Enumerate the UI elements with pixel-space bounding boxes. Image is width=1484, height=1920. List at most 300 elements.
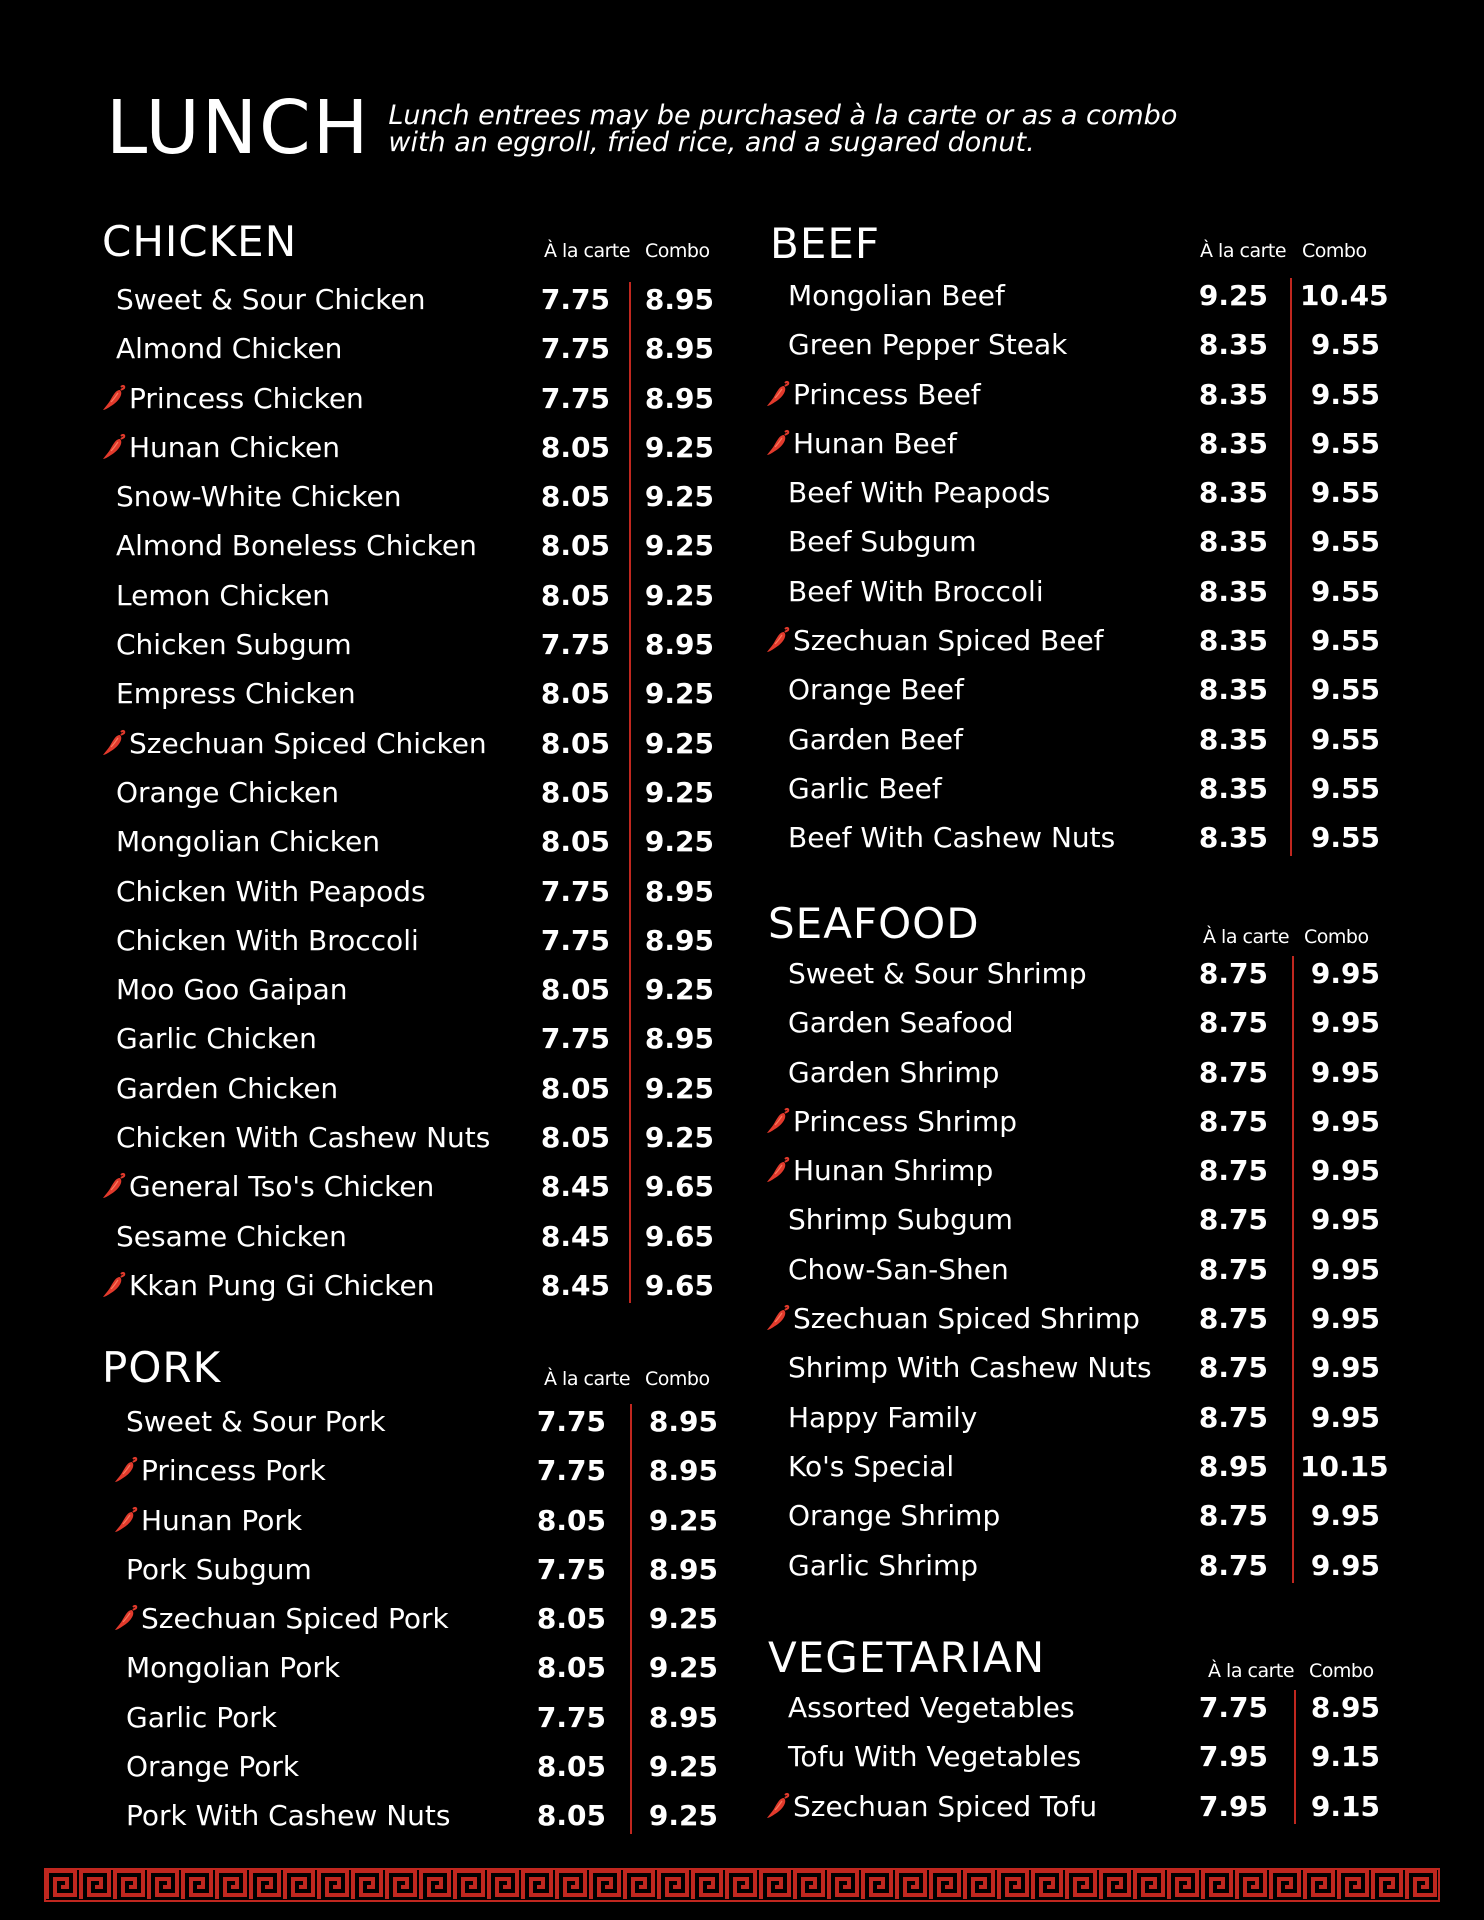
chili-pepper-icon bbox=[766, 1156, 790, 1184]
menu-items bbox=[102, 282, 722, 1317]
price-combo: 9.25 bbox=[644, 1071, 714, 1105]
price-combo: 9.55 bbox=[1310, 624, 1380, 658]
menu-item-row bbox=[770, 426, 1410, 475]
col-header-combo: Combo bbox=[645, 240, 710, 262]
price-alacarte: 8.35 bbox=[1198, 722, 1268, 756]
price-combo: 9.55 bbox=[1310, 377, 1380, 411]
price-alacarte: 8.35 bbox=[1198, 771, 1268, 805]
menu-item-label: Ko's Special bbox=[788, 1449, 955, 1483]
menu-item-name bbox=[116, 972, 348, 1008]
price-alacarte: 8.75 bbox=[1198, 1351, 1268, 1385]
section-title: PORK bbox=[102, 1343, 222, 1392]
menu-item-name bbox=[116, 1071, 338, 1107]
menu-item-label: Garlic Pork bbox=[126, 1700, 277, 1734]
menu-item-name bbox=[788, 1498, 1000, 1534]
menu-item-name bbox=[788, 1739, 1081, 1775]
price-combo: 8.95 bbox=[644, 874, 714, 908]
menu-item-label: Beef Subgum bbox=[788, 525, 977, 559]
price-combo: 9.25 bbox=[644, 480, 714, 514]
menu-item-label: Szechuan Spiced Beef bbox=[793, 624, 1104, 658]
menu-item-label: Hunan Shrimp bbox=[793, 1154, 994, 1188]
menu-item-row bbox=[768, 1498, 1408, 1547]
section-beef bbox=[770, 220, 1410, 860]
menu-item-label: Kkan Pung Gi Chicken bbox=[129, 1268, 435, 1302]
price-combo: 9.55 bbox=[1310, 525, 1380, 559]
menu-item-label: Shrimp With Cashew Nuts bbox=[788, 1351, 1152, 1385]
menu-item-name bbox=[116, 528, 477, 564]
price-alacarte: 8.35 bbox=[1198, 821, 1268, 855]
menu-item-label: Orange Chicken bbox=[116, 775, 340, 809]
col-header-alacarte: À la carte bbox=[1208, 1660, 1295, 1682]
menu-item-name bbox=[102, 430, 340, 466]
menu-item-name bbox=[788, 820, 1115, 856]
chili-pepper-icon bbox=[102, 729, 126, 757]
menu-item-row bbox=[102, 1552, 722, 1601]
menu-item-name bbox=[788, 1055, 999, 1091]
menu-item-label: Chicken With Peapods bbox=[116, 874, 426, 908]
menu-item-row bbox=[102, 1404, 722, 1453]
menu-item-name bbox=[788, 672, 964, 708]
price-alacarte: 8.05 bbox=[536, 1503, 606, 1537]
page-title: LUNCH bbox=[106, 85, 371, 171]
price-combo: 9.25 bbox=[648, 1651, 718, 1685]
menu-item-row bbox=[768, 1449, 1408, 1498]
greek-key-border bbox=[44, 1868, 1440, 1902]
menu-item-name bbox=[766, 1153, 993, 1189]
col-header-combo: Combo bbox=[1309, 1660, 1374, 1682]
menu-item-label: Beef With Peapods bbox=[788, 476, 1051, 510]
price-alacarte: 8.75 bbox=[1198, 957, 1268, 990]
price-combo: 9.25 bbox=[644, 726, 714, 760]
price-alacarte: 8.35 bbox=[1198, 624, 1268, 658]
menu-item-label: Chicken With Broccoli bbox=[116, 923, 419, 957]
price-column-divider bbox=[1290, 278, 1292, 856]
menu-items bbox=[768, 1690, 1408, 1838]
menu-item-row bbox=[768, 1104, 1408, 1153]
price-alacarte: 8.75 bbox=[1198, 1252, 1268, 1286]
menu-item-name bbox=[114, 1503, 302, 1539]
description-line: Lunch entrees may be purchased à la carte or as a combo bbox=[388, 100, 1178, 131]
menu-item-label: Orange Pork bbox=[126, 1750, 300, 1784]
price-alacarte: 8.05 bbox=[540, 480, 610, 514]
col-header-combo: Combo bbox=[645, 1368, 710, 1390]
price-alacarte: 8.45 bbox=[540, 1268, 610, 1302]
menu-item-label: Szechuan Spiced Pork bbox=[141, 1602, 449, 1636]
price-alacarte: 7.75 bbox=[540, 332, 610, 366]
price-alacarte: 7.75 bbox=[540, 1022, 610, 1056]
price-alacarte: 8.75 bbox=[1198, 1203, 1268, 1237]
chili-pepper-icon bbox=[766, 429, 790, 457]
menu-item-name bbox=[126, 1552, 312, 1588]
menu-item-label: Empress Chicken bbox=[116, 677, 356, 711]
menu-item-label: Garden Beef bbox=[788, 722, 964, 756]
chili-pepper-icon bbox=[102, 433, 126, 461]
price-combo: 9.25 bbox=[644, 677, 714, 711]
menu-item-label: Assorted Vegetables bbox=[788, 1691, 1075, 1724]
price-alacarte: 8.05 bbox=[540, 726, 610, 760]
section-title: SEAFOOD bbox=[768, 899, 980, 948]
price-combo: 8.95 bbox=[1310, 1691, 1380, 1724]
col-header-alacarte: À la carte bbox=[1203, 926, 1290, 948]
chili-pepper-icon bbox=[102, 1172, 126, 1200]
price-combo: 8.95 bbox=[644, 283, 714, 316]
menu-item-name bbox=[116, 282, 425, 318]
price-alacarte: 7.75 bbox=[536, 1405, 606, 1438]
menu-items bbox=[768, 956, 1408, 1597]
description-line: with an eggroll, fried rice, and a sugared donut. bbox=[388, 127, 1035, 158]
price-combo: 9.95 bbox=[1310, 1055, 1380, 1089]
col-header-alacarte: À la carte bbox=[544, 240, 631, 262]
menu-item-label: Garlic Beef bbox=[788, 771, 942, 805]
price-combo: 9.95 bbox=[1310, 1302, 1380, 1336]
menu-item-row bbox=[770, 278, 1410, 327]
menu-item-name bbox=[788, 722, 963, 758]
menu-item-label: Chicken With Cashew Nuts bbox=[116, 1121, 491, 1155]
menu-item-label: Sweet & Sour Shrimp bbox=[788, 957, 1087, 990]
menu-item-name bbox=[788, 1548, 978, 1584]
section-title: BEEF bbox=[770, 219, 881, 268]
price-alacarte: 8.45 bbox=[540, 1170, 610, 1204]
menu-item-name bbox=[102, 1268, 434, 1304]
menu-item-name bbox=[126, 1798, 450, 1834]
price-alacarte: 7.75 bbox=[536, 1552, 606, 1586]
price-combo: 9.65 bbox=[644, 1170, 714, 1204]
section-title: VEGETARIAN bbox=[768, 1633, 1046, 1682]
section-chicken bbox=[102, 218, 722, 1308]
price-alacarte: 8.35 bbox=[1198, 476, 1268, 510]
price-combo: 8.95 bbox=[648, 1405, 718, 1438]
menu-item-label: Chicken Subgum bbox=[116, 628, 352, 662]
menu-item-name bbox=[116, 1120, 490, 1156]
price-combo: 9.95 bbox=[1310, 1203, 1380, 1237]
menu-item-row bbox=[102, 1798, 722, 1847]
menu-item-label: Moo Goo Gaipan bbox=[116, 973, 348, 1007]
menu-item-name bbox=[766, 377, 981, 413]
menu-item-label: Tofu With Vegetables bbox=[788, 1740, 1082, 1774]
chili-pepper-icon bbox=[766, 380, 790, 408]
menu-items bbox=[770, 278, 1410, 870]
menu-item-label: Mongolian Chicken bbox=[116, 825, 380, 859]
menu-item-row bbox=[770, 771, 1410, 820]
col-header-combo: Combo bbox=[1304, 926, 1369, 948]
section-pork bbox=[102, 1344, 722, 1834]
chili-pepper-icon bbox=[102, 1271, 126, 1299]
col-header-combo: Combo bbox=[1302, 240, 1367, 262]
price-combo: 9.55 bbox=[1310, 328, 1380, 362]
menu-item-row bbox=[770, 475, 1410, 524]
price-alacarte: 8.35 bbox=[1198, 525, 1268, 559]
price-combo: 9.55 bbox=[1310, 673, 1380, 707]
price-alacarte: 7.75 bbox=[540, 283, 610, 316]
menu-item-name bbox=[788, 771, 942, 807]
menu-item-name bbox=[766, 426, 957, 462]
menu-item-label: Hunan Chicken bbox=[129, 430, 341, 464]
price-alacarte: 8.05 bbox=[540, 578, 610, 612]
menu-item-name bbox=[788, 524, 977, 560]
chili-pepper-icon bbox=[102, 384, 126, 412]
menu-item-label: Garlic Shrimp bbox=[788, 1548, 979, 1582]
section-seafood bbox=[768, 900, 1408, 1600]
price-combo: 8.95 bbox=[648, 1454, 718, 1488]
price-column-divider bbox=[629, 282, 631, 1303]
price-combo: 9.55 bbox=[1310, 574, 1380, 608]
menu-item-name bbox=[788, 956, 1087, 992]
menu-item-row bbox=[768, 956, 1408, 1005]
price-combo: 10.15 bbox=[1300, 1449, 1389, 1483]
price-alacarte: 8.05 bbox=[536, 1799, 606, 1833]
price-combo: 8.95 bbox=[644, 628, 714, 662]
price-combo: 9.25 bbox=[648, 1602, 718, 1636]
menu-item-label: Princess Chicken bbox=[129, 381, 364, 415]
menu-item-name bbox=[788, 574, 1044, 610]
menu-item-label: Pork With Cashew Nuts bbox=[126, 1799, 451, 1833]
price-alacarte: 8.05 bbox=[540, 1071, 610, 1105]
menu-item-name bbox=[788, 1202, 1013, 1238]
price-combo: 9.25 bbox=[644, 529, 714, 563]
price-alacarte: 8.05 bbox=[536, 1602, 606, 1636]
menu-item-label: Princess Beef bbox=[793, 377, 981, 411]
menu-item-label: Mongolian Pork bbox=[126, 1651, 341, 1685]
menu-item-label: General Tso's Chicken bbox=[129, 1170, 435, 1204]
chili-pepper-icon bbox=[766, 626, 790, 654]
price-combo: 9.95 bbox=[1310, 1104, 1380, 1138]
menu-item-label: Green Pepper Steak bbox=[788, 328, 1068, 362]
menu-item-label: Beef With Cashew Nuts bbox=[788, 821, 1116, 855]
chili-pepper-icon bbox=[114, 1456, 138, 1484]
price-alacarte: 8.35 bbox=[1198, 574, 1268, 608]
menu-item-row bbox=[770, 377, 1410, 426]
menu-item-label: Orange Beef bbox=[788, 673, 964, 707]
menu-item-label: Princess Shrimp bbox=[793, 1104, 1017, 1138]
price-combo: 9.55 bbox=[1310, 426, 1380, 460]
menu-item-name bbox=[126, 1650, 340, 1686]
menu-item-label: Szechuan Spiced Shrimp bbox=[793, 1302, 1140, 1336]
menu-item-name bbox=[116, 578, 330, 614]
price-combo: 9.25 bbox=[648, 1503, 718, 1537]
menu-item-row bbox=[768, 1055, 1408, 1104]
price-alacarte: 8.45 bbox=[540, 1219, 610, 1253]
menu-item-row bbox=[768, 1690, 1408, 1739]
menu-item-row bbox=[768, 1153, 1408, 1202]
price-alacarte: 8.75 bbox=[1198, 1006, 1268, 1040]
price-combo: 9.25 bbox=[644, 973, 714, 1007]
menu-item-name bbox=[126, 1404, 386, 1440]
price-combo: 8.95 bbox=[644, 1022, 714, 1056]
col-header-alacarte: À la carte bbox=[1200, 240, 1287, 262]
price-alacarte: 8.05 bbox=[540, 825, 610, 859]
chili-pepper-icon bbox=[114, 1506, 138, 1534]
price-alacarte: 8.05 bbox=[536, 1750, 606, 1784]
price-alacarte: 7.75 bbox=[1198, 1691, 1268, 1724]
price-alacarte: 8.05 bbox=[540, 677, 610, 711]
menu-item-row bbox=[770, 327, 1410, 376]
section-vegetarian bbox=[768, 1634, 1408, 1834]
price-column-divider bbox=[1294, 1690, 1296, 1824]
menu-item-row bbox=[768, 1301, 1408, 1350]
menu-item-label: Sweet & Sour Pork bbox=[126, 1405, 386, 1438]
menu-item-label: Snow-White Chicken bbox=[116, 480, 402, 514]
price-combo: 9.95 bbox=[1310, 1499, 1380, 1533]
price-alacarte: 7.75 bbox=[536, 1454, 606, 1488]
menu-item-name bbox=[788, 1449, 954, 1485]
price-combo: 9.15 bbox=[1310, 1740, 1380, 1774]
menu-item-name bbox=[116, 775, 339, 811]
menu-item-name bbox=[102, 726, 487, 762]
menu-item-label: Pork Subgum bbox=[126, 1552, 312, 1586]
price-alacarte: 8.35 bbox=[1198, 328, 1268, 362]
price-column-divider bbox=[1292, 956, 1294, 1583]
menu-item-label: Szechuan Spiced Chicken bbox=[129, 726, 487, 760]
menu-item-label: Happy Family bbox=[788, 1400, 978, 1434]
price-alacarte: 8.75 bbox=[1198, 1400, 1268, 1434]
price-combo: 9.25 bbox=[644, 578, 714, 612]
price-alacarte: 7.75 bbox=[540, 381, 610, 415]
menu-item-name bbox=[116, 331, 342, 367]
menu-item-row bbox=[102, 1601, 722, 1650]
price-alacarte: 8.05 bbox=[536, 1651, 606, 1685]
price-alacarte: 8.05 bbox=[540, 529, 610, 563]
price-combo: 9.95 bbox=[1310, 1548, 1380, 1582]
price-alacarte: 8.75 bbox=[1198, 1104, 1268, 1138]
menu-item-label: Hunan Pork bbox=[141, 1503, 303, 1537]
section-title: CHICKEN bbox=[102, 217, 298, 266]
price-alacarte: 8.75 bbox=[1198, 1302, 1268, 1336]
menu-item-row bbox=[102, 1749, 722, 1798]
menu-item-row bbox=[768, 1789, 1408, 1838]
price-alacarte: 8.05 bbox=[540, 430, 610, 464]
price-combo: 9.95 bbox=[1310, 1006, 1380, 1040]
menu-item-name bbox=[116, 874, 426, 910]
price-alacarte: 8.75 bbox=[1198, 1055, 1268, 1089]
price-combo: 9.25 bbox=[648, 1750, 718, 1784]
menu-item-label: Orange Shrimp bbox=[788, 1499, 1001, 1533]
menu-item-row bbox=[768, 1202, 1408, 1251]
menu-item-row bbox=[768, 1739, 1408, 1788]
menu-item-row bbox=[102, 1700, 722, 1749]
menu-item-name bbox=[126, 1749, 299, 1785]
price-combo: 9.25 bbox=[644, 1121, 714, 1155]
price-combo: 9.55 bbox=[1310, 771, 1380, 805]
menu-item-name bbox=[788, 1400, 977, 1436]
price-combo: 9.25 bbox=[648, 1799, 718, 1833]
menu-item-name bbox=[116, 627, 352, 663]
menu-item-row bbox=[770, 524, 1410, 573]
menu-item-label: Sweet & Sour Chicken bbox=[116, 283, 426, 316]
lunch-header bbox=[106, 85, 1178, 171]
price-column-divider bbox=[630, 1404, 632, 1834]
price-alacarte: 7.95 bbox=[1198, 1789, 1268, 1823]
price-combo: 9.25 bbox=[644, 825, 714, 859]
price-alacarte: 8.75 bbox=[1198, 1499, 1268, 1533]
price-combo: 9.15 bbox=[1310, 1789, 1380, 1823]
price-combo: 9.55 bbox=[1310, 476, 1380, 510]
price-combo: 9.95 bbox=[1310, 957, 1380, 990]
menu-item-name bbox=[788, 1005, 1014, 1041]
menu-item-label: Shrimp Subgum bbox=[788, 1203, 1013, 1237]
menu-item-label: Hunan Beef bbox=[793, 426, 957, 460]
menu-item-name bbox=[788, 327, 1067, 363]
menu-item-row bbox=[768, 1350, 1408, 1399]
menu-item-name bbox=[116, 676, 356, 712]
menu-item-name bbox=[116, 824, 380, 860]
price-alacarte: 8.35 bbox=[1198, 377, 1268, 411]
menu-item-row bbox=[768, 1400, 1408, 1449]
menu-item-row bbox=[770, 820, 1410, 869]
menu-item-label: Princess Pork bbox=[141, 1454, 326, 1488]
price-combo: 8.95 bbox=[644, 332, 714, 366]
price-alacarte: 7.75 bbox=[536, 1700, 606, 1734]
price-alacarte: 8.75 bbox=[1198, 1548, 1268, 1582]
price-alacarte: 7.95 bbox=[1198, 1740, 1268, 1774]
menu-item-label: Mongolian Beef bbox=[788, 279, 1005, 312]
price-alacarte: 7.75 bbox=[540, 923, 610, 957]
menu-item-row bbox=[770, 722, 1410, 771]
menu-item-row bbox=[102, 1650, 722, 1699]
price-combo: 9.55 bbox=[1310, 722, 1380, 756]
price-alacarte: 8.05 bbox=[540, 1121, 610, 1155]
price-combo: 9.55 bbox=[1310, 821, 1380, 855]
price-alacarte: 8.05 bbox=[540, 775, 610, 809]
price-alacarte: 9.25 bbox=[1198, 279, 1268, 312]
menu-item-row bbox=[102, 1453, 722, 1502]
price-alacarte: 8.35 bbox=[1198, 426, 1268, 460]
chili-pepper-icon bbox=[766, 1792, 790, 1820]
menu-item-name bbox=[766, 623, 1104, 659]
col-header-alacarte: À la carte bbox=[544, 1368, 631, 1390]
chili-pepper-icon bbox=[766, 1107, 790, 1135]
price-alacarte: 7.75 bbox=[540, 874, 610, 908]
price-combo: 9.65 bbox=[644, 1219, 714, 1253]
menu-item-row bbox=[768, 1005, 1408, 1054]
price-combo: 9.95 bbox=[1310, 1400, 1380, 1434]
menu-item-row bbox=[102, 1503, 722, 1552]
menu-item-name bbox=[114, 1453, 326, 1489]
menu-item-name bbox=[116, 923, 419, 959]
menu-item-name bbox=[116, 479, 402, 515]
menu-item-name bbox=[788, 278, 1005, 314]
menu-item-name bbox=[116, 1021, 317, 1057]
menu-item-name bbox=[788, 1350, 1152, 1386]
price-combo: 9.25 bbox=[644, 775, 714, 809]
menu-item-row bbox=[770, 623, 1410, 672]
chili-pepper-icon bbox=[114, 1604, 138, 1632]
menu-item-name bbox=[788, 1252, 1009, 1288]
lunch-description bbox=[388, 102, 1177, 156]
price-combo: 10.45 bbox=[1300, 279, 1389, 312]
price-combo: 8.95 bbox=[644, 923, 714, 957]
price-alacarte: 8.05 bbox=[540, 973, 610, 1007]
price-combo: 9.65 bbox=[644, 1268, 714, 1302]
menu-item-label: Garlic Chicken bbox=[116, 1022, 317, 1056]
menu-item-name bbox=[102, 1169, 434, 1205]
menu-items bbox=[102, 1404, 722, 1848]
price-combo: 9.95 bbox=[1310, 1351, 1380, 1385]
price-combo: 8.95 bbox=[644, 381, 714, 415]
menu-item-label: Lemon Chicken bbox=[116, 578, 331, 612]
menu-item-row bbox=[768, 1548, 1408, 1597]
menu-item-name bbox=[114, 1601, 449, 1637]
menu-item-row bbox=[768, 1252, 1408, 1301]
menu-item-label: Chow-San-Shen bbox=[788, 1252, 1009, 1286]
price-alacarte: 8.35 bbox=[1198, 673, 1268, 707]
menu-item-name bbox=[116, 1219, 347, 1255]
price-combo: 9.95 bbox=[1310, 1154, 1380, 1188]
menu-item-name bbox=[102, 381, 364, 417]
menu-item-name bbox=[766, 1789, 1097, 1825]
menu-item-name bbox=[788, 1690, 1075, 1726]
menu-item-label: Sesame Chicken bbox=[116, 1219, 347, 1253]
menu-item-label: Garden Chicken bbox=[116, 1071, 339, 1105]
